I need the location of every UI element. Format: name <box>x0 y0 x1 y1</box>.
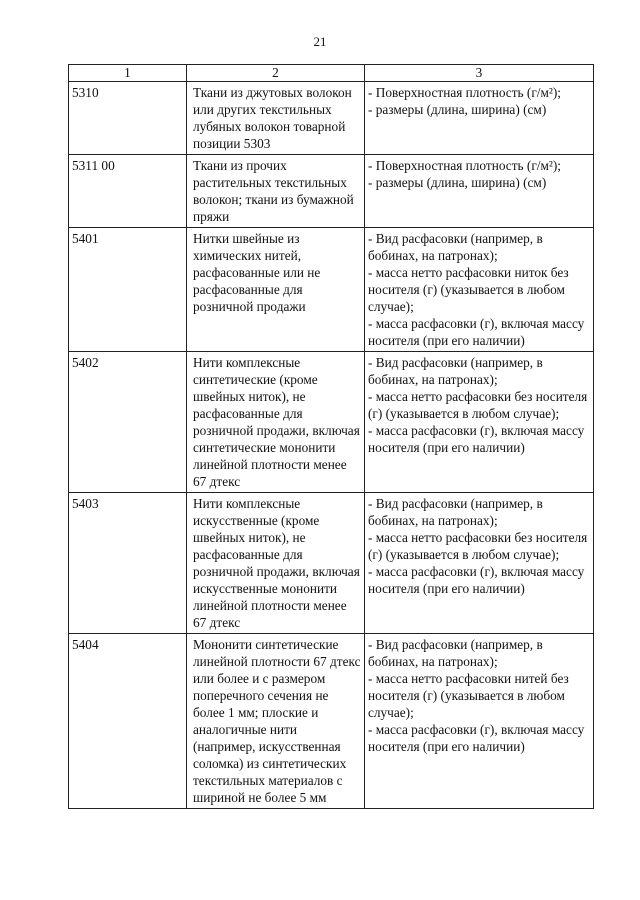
table-header-row <box>69 65 594 82</box>
attribute-line: - Вид расфасовки (например, в бобинах, на патронах); <box>368 637 543 669</box>
cell-code: 5401 <box>69 228 187 352</box>
attribute-line: - масса расфасовки (г), включая массу носителя (при его наличии) <box>368 564 585 596</box>
page-number: 21 <box>313 34 327 49</box>
table-body <box>69 82 594 809</box>
cell-attributes <box>365 155 594 228</box>
cell-name: Ткани из джутовых волокон или других текстильных лубяных волокон товарной позиции 5303 <box>187 82 365 155</box>
attribute-line: - масса расфасовки (г), включая массу носителя (при его наличии) <box>368 316 585 348</box>
attribute-line: - Вид расфасовки (например, в бобинах, на патронах); <box>368 496 543 528</box>
cell-attributes <box>365 634 594 809</box>
cell-name: Нитки швейные из химических нитей, расфасованные или не расфасованные для розничной продажи <box>187 228 365 352</box>
cell-attributes <box>365 352 594 493</box>
table-row <box>69 493 594 634</box>
attribute-line: - масса нетто расфасовки без носителя (г) (указывается в любом случае); <box>368 389 588 421</box>
attribute-line: - Поверхностная плотность (г/м²); <box>368 158 561 173</box>
attribute-line: - масса нетто расфасовки ниток без носителя (г) (указывается в любом случае); <box>368 265 569 314</box>
table-row <box>69 634 594 809</box>
cell-code: 5311 00 <box>69 155 187 228</box>
table-row <box>69 155 594 228</box>
attribute-line: - размеры (длина, ширина) (см) <box>368 102 547 117</box>
column-header-code: 1 <box>69 65 187 82</box>
attribute-line: - Вид расфасовки (например, в бобинах, на патронах); <box>368 355 543 387</box>
cell-name: Нити комплексные искусственные (кроме швейных ниток), не расфасованные для розничной продажи, включая искусственные мононити линейной плотности менее 67 дтекс <box>187 493 365 634</box>
cell-attributes <box>365 228 594 352</box>
cell-attributes <box>365 493 594 634</box>
attribute-line: - масса расфасовки (г), включая массу носителя (при его наличии) <box>368 722 585 754</box>
cell-name: Мононити синтетические линейной плотности 67 дтекс или более и с размером поперечного сечения не более 1 мм; плоские и аналогичные нити (например, искусственная соломка) из синтетических текстильных материалов с шириной не более 5 мм <box>187 634 365 809</box>
goods-table <box>68 64 594 809</box>
cell-attributes <box>365 82 594 155</box>
attribute-line: - Вид расфасовки (например, в бобинах, на патронах); <box>368 231 543 263</box>
cell-code: 5403 <box>69 493 187 634</box>
attribute-line: - Поверхностная плотность (г/м²); <box>368 85 561 100</box>
column-header-name: 2 <box>187 65 365 82</box>
cell-code: 5310 <box>69 82 187 155</box>
attribute-line: - масса нетто расфасовки нитей без носителя (г) (указывается в любом случае); <box>368 671 569 720</box>
attribute-line: - масса нетто расфасовки без носителя (г) (указывается в любом случае); <box>368 530 588 562</box>
cell-code: 5402 <box>69 352 187 493</box>
cell-name: Нити комплексные синтетические (кроме швейных ниток), не расфасованные для розничной продажи, включая синтетические мононити линейной плотности менее 67 дтекс <box>187 352 365 493</box>
column-header-attributes: 3 <box>365 65 594 82</box>
attribute-line: - масса расфасовки (г), включая массу носителя (при его наличии) <box>368 423 585 455</box>
cell-name: Ткани из прочих растительных текстильных волокон; ткани из бумажной пряжи <box>187 155 365 228</box>
attribute-line: - размеры (длина, ширина) (см) <box>368 175 547 190</box>
table-row <box>69 82 594 155</box>
cell-code: 5404 <box>69 634 187 809</box>
table-row <box>69 228 594 352</box>
table-row <box>69 352 594 493</box>
